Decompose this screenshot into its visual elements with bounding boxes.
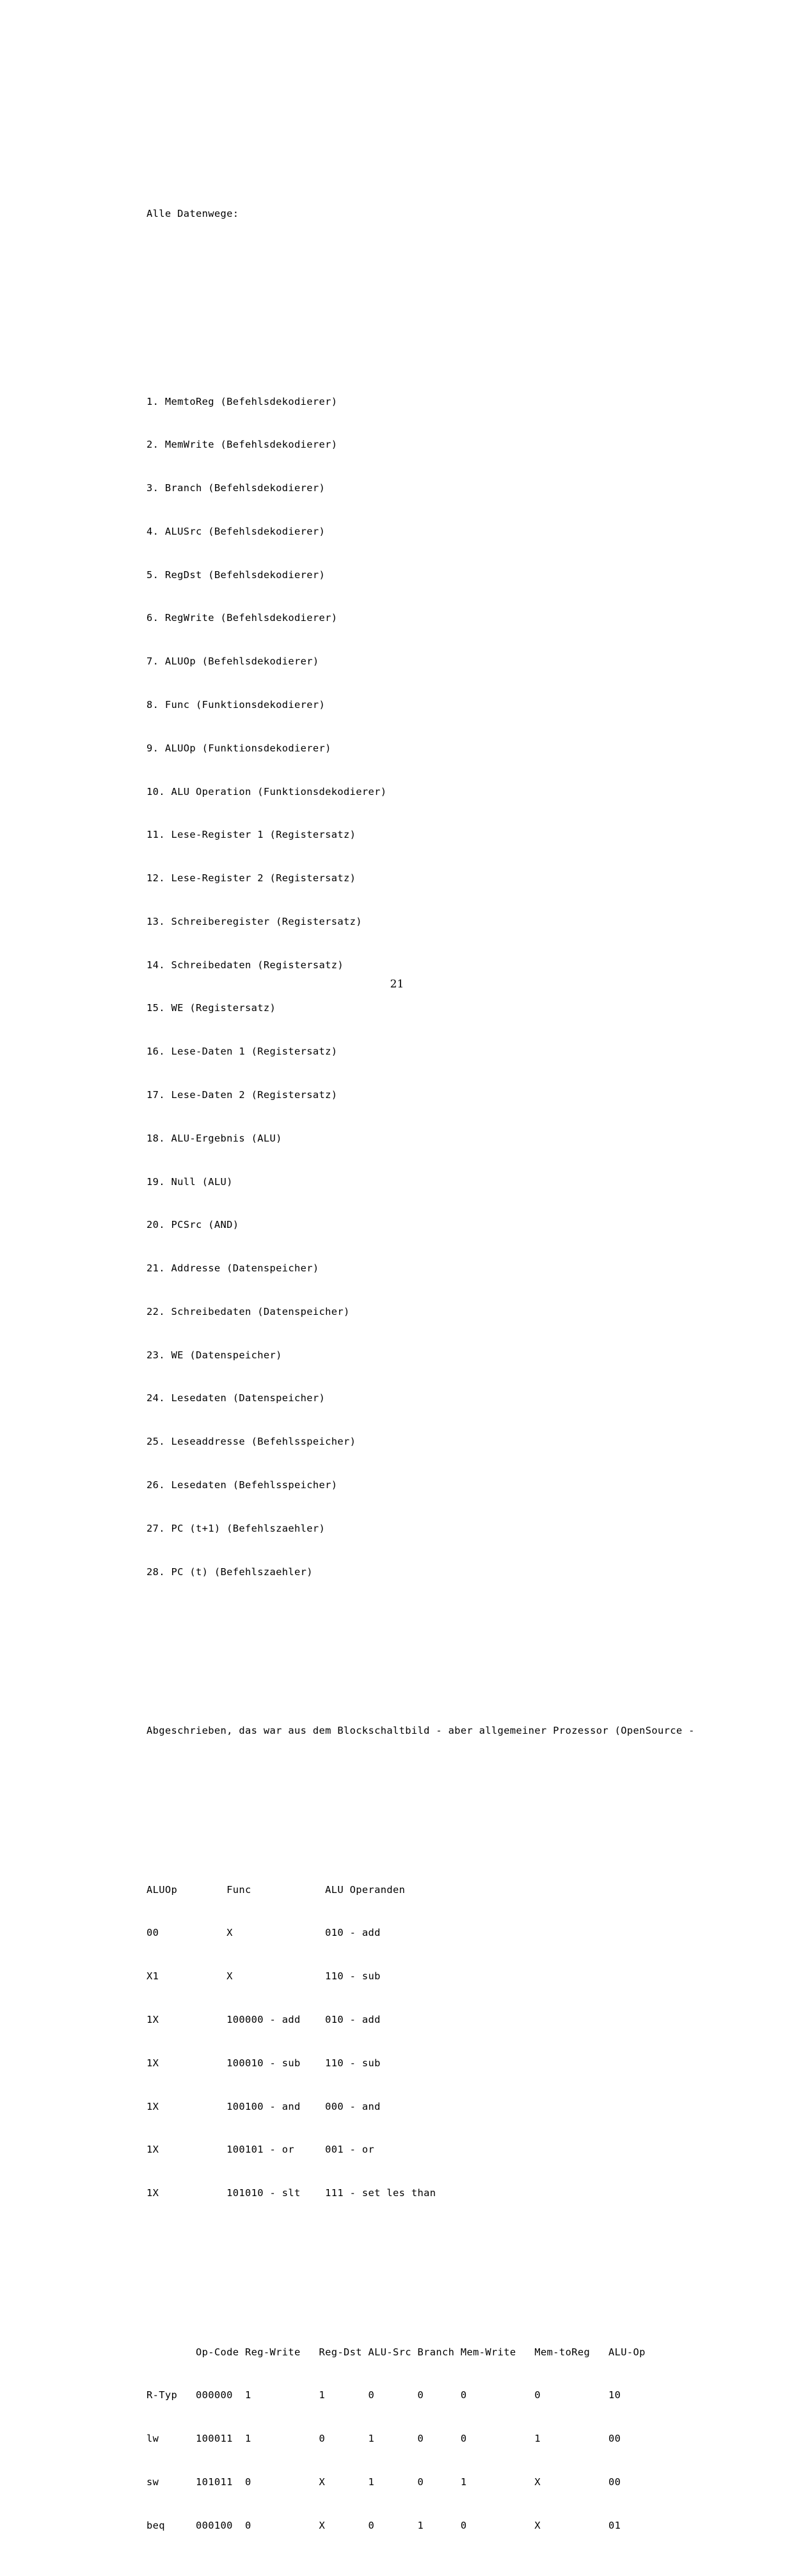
control-table-row: lw 100011 1 0 1 0 0 1 00 <box>147 2433 621 2445</box>
verbatim-text-body <box>147 163 794 2576</box>
blank-line <box>147 1666 794 1681</box>
list-item: 10. ALU Operation (Funktionsdekodierer) <box>147 785 387 797</box>
aluop-table-row: 1X 100101 - or 001 - or <box>147 2144 375 2156</box>
list-item: 1. MemtoReg (Befehlsdekodierer) <box>147 395 338 407</box>
aluop-table-row: X1 X 110 - sub <box>147 1970 381 1983</box>
list-item: 15. WE (Registersatz) <box>147 1002 276 1014</box>
control-table-row: beq 000100 0 X 0 1 0 X 01 <box>147 2519 621 2531</box>
aluop-table-row: 1X 100000 - add 010 - add <box>147 2014 381 2025</box>
list-item: 4. ALUSrc (Befehlsdekodierer) <box>147 525 326 537</box>
list-item: 6. RegWrite (Befehlsdekodierer) <box>147 612 338 624</box>
note-paragraph: Abgeschrieben, das war aus dem Blockschaltbild - aber allgemeiner Prozessor (OpenSource - <box>147 1725 695 1737</box>
list-item: 16. Lese-Daten 1 (Registersatz) <box>147 1046 338 1058</box>
list-item: 3. Branch (Befehlsdekodierer) <box>147 482 326 494</box>
aluop-table-row: 00 X 010 - add <box>147 1927 381 1939</box>
list-item: 7. ALUOp (Befehlsdekodierer) <box>147 656 319 668</box>
control-table-row: R-Typ 000000 1 1 0 0 0 0 10 <box>147 2389 621 2401</box>
list-item: 14. Schreibedaten (Registersatz) <box>147 959 344 971</box>
list-item: 24. Lesedaten (Datenspeicher) <box>147 1392 326 1404</box>
list-item: 5. RegDst (Befehlsdekodierer) <box>147 569 326 581</box>
heading-alle-datenwege: Alle Datenwege: <box>147 207 239 219</box>
aluop-table-row: 1X 100100 - and 000 - and <box>147 2100 381 2112</box>
blank-line <box>147 1622 794 1637</box>
list-item: 9. ALUOp (Funktionsdekodierer) <box>147 742 331 754</box>
list-item: 25. Leseaddresse (Befehlsspeicher) <box>147 1436 356 1448</box>
control-table-header: Op-Code Reg-Write Reg-Dst ALU-Src Branch Mem-Write Mem-toReg ALU-Op <box>147 2346 646 2358</box>
list-item: 12. Lese-Register 2 (Registersatz) <box>147 872 356 884</box>
list-item: 18. ALU-Ergebnis (ALU) <box>147 1132 282 1144</box>
list-item: 20. PCSrc (AND) <box>147 1219 239 1231</box>
list-item: 2. MemWrite (Befehlsdekodierer) <box>147 439 338 451</box>
list-item: 21. Addresse (Datenspeicher) <box>147 1262 319 1275</box>
blank-line <box>147 2244 794 2259</box>
blank-line <box>147 2287 794 2302</box>
list-item: 13. Schreiberegister (Registersatz) <box>147 915 362 927</box>
blank-line <box>147 250 794 265</box>
aluop-table-row: 1X 100010 - sub 110 - sub <box>147 2057 381 2069</box>
aluop-table-row: 1X 101010 - slt 111 - set les than <box>147 2187 436 2199</box>
aluop-table-header: ALUOp Func ALU Operanden <box>147 1883 406 1896</box>
list-item: 19. Null (ALU) <box>147 1175 233 1188</box>
list-item: 26. Lesedaten (Befehlsspeicher) <box>147 1479 338 1491</box>
blank-line <box>147 1825 794 1839</box>
list-item: 22. Schreibedaten (Datenspeicher) <box>147 1305 350 1317</box>
list-item: 11. Lese-Register 1 (Registersatz) <box>147 829 356 841</box>
list-item: 8. Func (Funktionsdekodierer) <box>147 698 326 711</box>
control-table-row: sw 101011 0 X 1 0 1 X 00 <box>147 2476 621 2488</box>
list-item: 23. WE (Datenspeicher) <box>147 1349 282 1361</box>
blank-line <box>147 293 794 308</box>
page-number: 21 <box>390 978 404 991</box>
blank-line <box>147 1782 794 1796</box>
list-item: 17. Lese-Daten 2 (Registersatz) <box>147 1089 338 1101</box>
blank-line <box>147 336 794 351</box>
list-item: 27. PC (t+1) (Befehlszaehler) <box>147 1522 326 1534</box>
list-item: 28. PC (t) (Befehlszaehler) <box>147 1566 313 1578</box>
